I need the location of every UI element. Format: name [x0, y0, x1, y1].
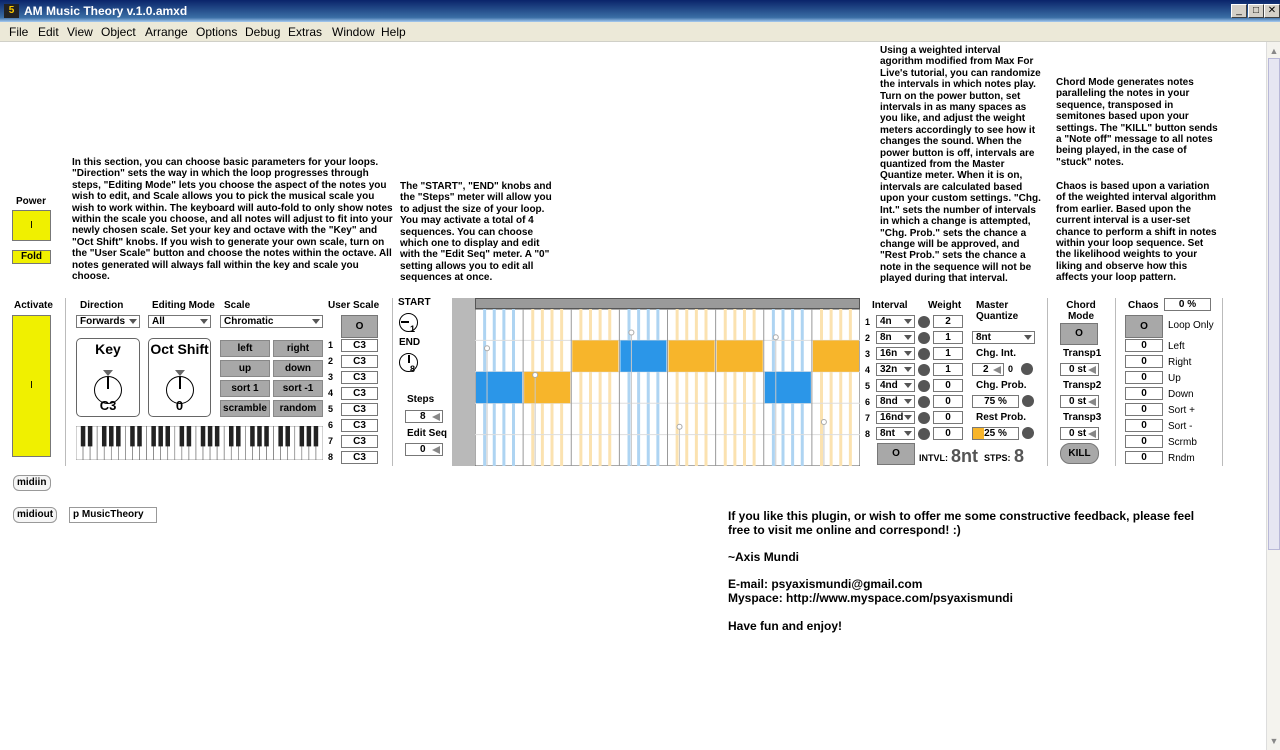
interval-active-indicator	[918, 396, 930, 408]
interval-value: 16n	[880, 348, 898, 359]
chaos-row-label: Sort -	[1168, 421, 1193, 432]
rest-prob-label: Rest Prob.	[976, 412, 1027, 423]
menu-object[interactable]: Object	[101, 25, 136, 39]
editing-mode-label: Editing Mode	[152, 300, 215, 311]
master-quantize-label: Master Quantize	[976, 300, 1019, 322]
interval-dropdown[interactable]	[876, 331, 915, 344]
menu-extras[interactable]: Extras	[288, 25, 323, 39]
weight-numbox[interactable]: 1	[933, 363, 963, 376]
black-key[interactable]	[250, 426, 255, 446]
interval-index: 3	[865, 349, 871, 359]
weight-label: Weight	[928, 300, 962, 311]
chg-prob-label: Chg. Prob.	[976, 380, 1027, 391]
user-scale-index: 2	[328, 356, 334, 366]
velocity-handle[interactable]	[821, 420, 826, 425]
stps-label: STPS:	[984, 453, 1011, 463]
step-guide-line	[705, 309, 708, 466]
menu-file[interactable]: File	[9, 25, 29, 39]
stps-readout: 8	[1014, 446, 1025, 466]
sort-1-button[interactable]: sort 1	[220, 380, 270, 397]
user-scale-label: User Scale	[328, 300, 380, 311]
interval-value: 8nt	[880, 428, 895, 439]
menu-view[interactable]: View	[67, 25, 93, 39]
separator	[1222, 298, 1223, 466]
velocity-handle[interactable]	[533, 372, 538, 377]
down-button[interactable]: down	[273, 360, 323, 377]
black-key[interactable]	[215, 426, 220, 446]
chaos-weight[interactable]: 0	[1125, 435, 1163, 448]
interval-value: 4n	[880, 316, 892, 327]
step-guide-line	[656, 309, 659, 466]
transp3-label: Transp3	[1063, 412, 1102, 423]
steps-value: 8	[420, 411, 426, 422]
step-note-block[interactable]	[572, 340, 618, 371]
chord-mode-toggle[interactable]: O	[1060, 323, 1098, 345]
black-key[interactable]	[307, 426, 312, 446]
power-label: Power	[16, 196, 47, 207]
fold-toggle[interactable]: Fold	[12, 250, 51, 264]
weight-numbox[interactable]: 2	[933, 315, 963, 328]
scale-value: Chromatic	[224, 316, 274, 327]
vertical-scrollbar[interactable]	[1266, 42, 1280, 750]
midiin-object[interactable]: midiin	[13, 475, 51, 491]
black-key[interactable]	[201, 426, 206, 446]
menu-help[interactable]: Help	[381, 25, 406, 39]
step-guide-line	[599, 309, 602, 466]
step-note-block[interactable]	[717, 340, 763, 371]
interval-label: Interval	[872, 300, 908, 311]
user-scale-index: 3	[328, 372, 334, 382]
start-knob[interactable]	[399, 313, 418, 332]
chaos-weight[interactable]: 0	[1125, 387, 1163, 400]
user-scale-index: 8	[328, 452, 334, 462]
black-key[interactable]	[180, 426, 185, 446]
start-value: 1	[410, 324, 416, 334]
weight-numbox[interactable]: 1	[933, 347, 963, 360]
key-label: Key	[95, 341, 121, 357]
interval-index: 5	[865, 381, 871, 391]
interval-active-indicator	[918, 348, 930, 360]
midiout-object[interactable]: midiout	[13, 507, 57, 523]
key-panel	[76, 338, 140, 417]
oct-shift-value: 0	[175, 398, 184, 413]
user-scale-index: 6	[328, 420, 334, 430]
step-guide-line	[685, 309, 688, 466]
step-guide-line	[589, 309, 592, 466]
key-value: C3	[99, 398, 117, 413]
step-guide-line	[676, 309, 679, 466]
separator	[392, 298, 393, 466]
transp2-value: 0 st	[1069, 396, 1087, 407]
step-note-block[interactable]	[620, 340, 666, 371]
user-scale-note[interactable]: C3	[341, 403, 378, 416]
step-note-block[interactable]	[669, 340, 715, 371]
interval-active-indicator	[918, 380, 930, 392]
rest-prob-value: 25 %	[984, 428, 1007, 439]
intvl-label: INTVL:	[919, 453, 948, 463]
chevron-down-icon	[904, 335, 912, 340]
random-button[interactable]: random	[273, 400, 323, 417]
step-note-block[interactable]	[524, 372, 570, 403]
chaos-help-text: Chaos is based upon a variation of the weighted interval algorithm from earlier. Based upon the current interval is a user-set chance to perform a shift in notes within your loop sequence. Set the likelihood weights to your liking and observe how this affects your loop pattern.	[1056, 181, 1217, 284]
interval-active-indicator	[918, 412, 930, 424]
loop-only-label: Loop Only	[1168, 320, 1214, 331]
black-key[interactable]	[116, 426, 121, 446]
black-key[interactable]	[158, 426, 163, 446]
transp3-numbox[interactable]	[1060, 427, 1099, 440]
step-sequencer-grid[interactable]	[475, 309, 860, 466]
step-guide-line	[830, 309, 833, 466]
loop-range-bar[interactable]	[475, 298, 860, 309]
chevron-down-icon	[904, 367, 912, 372]
interval-dropdown[interactable]	[876, 411, 915, 424]
interval-index: 2	[865, 333, 871, 343]
end-knob[interactable]	[399, 353, 418, 372]
interval-index: 8	[865, 429, 871, 439]
step-guide-line	[579, 309, 582, 466]
chaos-row-label: Sort +	[1168, 405, 1195, 416]
step-note-block[interactable]	[476, 372, 522, 403]
section1-help-text: In this section, you can choose basic parameters for your loops. "Direction" sets the way in which the loop progresses through steps, "Editing Mode" lets you choose the aspect of the notes you wish to edit, and Scale allows you to pick the musical scale you wish to work within. The keyboard will auto-fold to only show notes within the scale you choose, and all notes will adjust to fit into your newly chosen scale. Set your key and octave with the "Key" and "Oct Shift" knobs. If you wish to generate your own scale, turn on the "User Scale" button and choose the notes within the octave. All notes generated will always fall within the key and scale you choose.	[72, 157, 393, 283]
right-button[interactable]: right	[273, 340, 323, 357]
separator	[65, 298, 66, 466]
transp1-numbox[interactable]	[1060, 363, 1099, 376]
triangle-icon	[1088, 398, 1096, 406]
user-scale-index: 1	[328, 340, 334, 350]
step-guide-line	[724, 309, 727, 466]
chaos-row-label: Up	[1168, 373, 1181, 384]
edit-seq-value: 0	[420, 444, 426, 455]
chaos-amount[interactable]: 0 %	[1164, 298, 1211, 311]
user-scale-toggle[interactable]: O	[341, 315, 378, 338]
chg-int-value: 2	[983, 364, 989, 375]
black-key[interactable]	[264, 426, 269, 446]
rest-prob-indicator	[1022, 427, 1034, 439]
chg-int-numbox[interactable]	[972, 363, 1004, 376]
user-scale-note[interactable]: C3	[341, 435, 378, 448]
email-text: E-mail: psyaxismundi@gmail.com	[728, 577, 923, 591]
direction-label: Direction	[80, 300, 124, 311]
triangle-icon	[1088, 430, 1096, 438]
chaos-row-label: Right	[1168, 357, 1192, 368]
interval-power-toggle[interactable]: O	[877, 443, 915, 465]
velocity-handle[interactable]	[629, 330, 634, 335]
chaos-row-label: Left	[1168, 341, 1185, 352]
chevron-down-icon	[904, 319, 912, 324]
section3-help-text: Using a weighted interval agorithm modified from Max For Live's tutorial, you can randomize the intervals in which notes play. Turn on the power button, set intervals in as many spaces as you like, and adjust the weight meters accordingly to see how it changes the sound. When the power button is off, intervals are quantized from the Master Quantize meter. When it is on, intervals are calculated based upon your custom settings. "Chg. Int." sets the number of intervals in which a change is attempted, "Chg. Prob." sets the chance a change will be approved, and "Rest Prob." sets the chance a note in the sequence will not be played during that interval.	[880, 45, 1041, 285]
chaos-row-label: Down	[1168, 389, 1194, 400]
black-key[interactable]	[109, 426, 114, 446]
black-key[interactable]	[278, 426, 283, 446]
chaos-label: Chaos	[1128, 300, 1159, 311]
black-key[interactable]	[81, 426, 86, 446]
black-key[interactable]	[229, 426, 234, 446]
interval-dropdown[interactable]	[876, 363, 915, 376]
step-guide-line	[647, 309, 650, 466]
user-scale-index: 7	[328, 436, 334, 446]
menu-options[interactable]: Options	[196, 25, 238, 39]
chg-int-label: Chg. Int.	[976, 348, 1016, 359]
up-button[interactable]: up	[220, 360, 270, 377]
interval-value: 8n	[880, 332, 892, 343]
steps-numbox[interactable]	[405, 410, 443, 423]
black-key[interactable]	[314, 426, 319, 446]
interval-active-indicator	[918, 332, 930, 344]
chord-help-text: Chord Mode generates notes paralleling the notes in your sequence, transposed in semitones based upon your settings. The "KILL" button sends a "Note off" message to all notes being played, in the case of "stuck" notes.	[1056, 77, 1218, 168]
black-key[interactable]	[137, 426, 142, 446]
user-scale-note[interactable]: C3	[341, 451, 378, 464]
kill-button[interactable]: KILL	[1060, 443, 1099, 464]
section2-help-text: The "START", "END" knobs and the "Steps" meter will allow you to adjust the size of your loop. You may activate a total of 4 sequences. You can choose which one to display and edit with the "Edit Seq" meter. A "0" setting allows you to edit all sequences at once.	[400, 181, 552, 284]
activate-label: Activate	[14, 300, 53, 311]
chaos-weight[interactable]: 0	[1125, 403, 1163, 416]
loop-only-toggle[interactable]: O	[1125, 315, 1163, 338]
enjoy-text: Have fun and enjoy!	[728, 619, 843, 633]
user-scale-note[interactable]: C3	[341, 339, 378, 352]
interval-index: 7	[865, 413, 871, 423]
step-guide-line	[743, 309, 746, 466]
triangle-icon	[432, 446, 440, 454]
weight-numbox[interactable]: 1	[933, 331, 963, 344]
triangle-icon	[993, 366, 1001, 374]
edit-seq-numbox[interactable]	[405, 443, 443, 456]
black-key[interactable]	[208, 426, 213, 446]
window-title: AM Music Theory v.1.0.amxd	[24, 4, 188, 18]
black-key[interactable]	[285, 426, 290, 446]
chaos-weight[interactable]: 0	[1125, 419, 1163, 432]
interval-value: 16nd	[880, 412, 904, 423]
rest-prob-slider[interactable]	[972, 427, 1019, 440]
sequencer-side-bar	[452, 298, 475, 466]
app-icon: 5	[4, 4, 19, 18]
direction-value: Forwards	[80, 316, 126, 327]
chaos-row-label: Scrmb	[1168, 437, 1197, 448]
interval-value: 8nd	[880, 396, 898, 407]
step-guide-line	[608, 309, 611, 466]
feedback-text: If you like this plugin, or wish to offer me some constructive feedback, please feel free to visit me online and correspond! :)	[728, 509, 1195, 537]
end-value: 8	[410, 364, 416, 374]
chaos-weight[interactable]: 0	[1125, 355, 1163, 368]
user-scale-index: 4	[328, 388, 334, 398]
chevron-down-icon	[904, 415, 912, 420]
step-guide-line	[695, 309, 698, 466]
weight-numbox[interactable]: 0	[933, 395, 963, 408]
interval-value: 4nd	[880, 380, 898, 391]
black-key[interactable]	[257, 426, 262, 446]
chg-prob-numbox[interactable]: 75 %	[972, 395, 1019, 408]
step-guide-line	[733, 309, 736, 466]
interval-index: 4	[865, 365, 871, 375]
black-key[interactable]	[300, 426, 305, 446]
user-scale-note[interactable]: C3	[341, 355, 378, 368]
step-guide-line	[849, 309, 852, 466]
title-bar	[0, 0, 1280, 22]
minimize-button[interactable]: _	[1231, 4, 1247, 18]
triangle-icon	[432, 413, 440, 421]
master-quantize-dropdown[interactable]	[972, 331, 1035, 344]
black-key[interactable]	[236, 426, 241, 446]
step-guide-line	[839, 309, 842, 466]
black-key[interactable]	[88, 426, 93, 446]
velocity-handle[interactable]	[773, 335, 778, 340]
black-key[interactable]	[102, 426, 107, 446]
myspace-link[interactable]: Myspace: http://www.myspace.com/psyaxismundi	[728, 591, 1013, 605]
interval-index: 6	[865, 397, 871, 407]
menu-window[interactable]: Window	[332, 25, 375, 39]
weight-numbox[interactable]: 0	[933, 427, 963, 440]
menu-bar	[0, 22, 1280, 42]
interval-dropdown[interactable]	[876, 315, 915, 328]
sort-minus-1-button[interactable]: sort -1	[273, 380, 323, 397]
interval-dropdown[interactable]	[876, 379, 915, 392]
separator	[1115, 298, 1116, 466]
chaos-row-label: Rndm	[1168, 453, 1195, 464]
maximize-button[interactable]: □	[1248, 4, 1264, 18]
chord-mode-label: Chord Mode	[1066, 300, 1096, 322]
velocity-handle[interactable]	[485, 346, 490, 351]
step-guide-line	[820, 309, 823, 466]
chevron-down-icon	[1024, 335, 1032, 340]
menu-arrange[interactable]: Arrange	[145, 25, 188, 39]
separator	[1047, 298, 1048, 466]
black-key[interactable]	[165, 426, 170, 446]
chg-prob-indicator	[1022, 395, 1034, 407]
chevron-down-icon	[904, 351, 912, 356]
piano-keyboard[interactable]	[76, 426, 323, 460]
chg-int-indicator	[1021, 363, 1033, 375]
scramble-button[interactable]: scramble	[220, 400, 270, 417]
oct-shift-label: Oct Shift	[150, 341, 209, 357]
intvl-readout: 8nt	[951, 446, 978, 466]
oct-shift-panel	[148, 338, 211, 417]
black-key[interactable]	[187, 426, 192, 446]
transp2-label: Transp2	[1063, 380, 1102, 391]
transp2-numbox[interactable]	[1060, 395, 1099, 408]
chevron-down-icon	[904, 383, 912, 388]
chaos-weight[interactable]: 0	[1125, 339, 1163, 352]
step-guide-line	[753, 309, 756, 466]
step-note-block[interactable]	[765, 372, 811, 403]
scroll-down-icon[interactable]: ▼	[1269, 736, 1279, 746]
interval-active-indicator	[918, 364, 930, 376]
interval-active-indicator	[918, 316, 930, 328]
interval-dropdown[interactable]	[876, 395, 915, 408]
chevron-down-icon	[312, 319, 320, 324]
transp1-value: 0 st	[1069, 364, 1087, 375]
interval-dropdown[interactable]	[876, 347, 915, 360]
transp1-label: Transp1	[1063, 348, 1102, 359]
menu-edit[interactable]: Edit	[38, 25, 59, 39]
activate-toggle[interactable]: I	[12, 315, 51, 457]
scale-dropdown[interactable]	[220, 315, 323, 328]
end-label: END	[399, 337, 421, 348]
interval-dropdown[interactable]	[876, 427, 915, 440]
chevron-down-icon	[904, 399, 912, 404]
chevron-down-icon	[904, 431, 912, 436]
triangle-icon	[1088, 366, 1096, 374]
user-scale-note[interactable]: C3	[341, 371, 378, 384]
weight-numbox[interactable]: 0	[933, 379, 963, 392]
signature-text: ~Axis Mundi	[728, 550, 800, 564]
transp3-value: 0 st	[1069, 428, 1087, 439]
steps-label: Steps	[407, 394, 435, 405]
chg-int-count: 0	[1008, 364, 1014, 374]
editing-mode-dropdown[interactable]	[148, 315, 211, 328]
menu-debug[interactable]: Debug	[245, 25, 281, 39]
step-guide-line	[637, 309, 640, 466]
close-button[interactable]: ✕	[1264, 4, 1280, 18]
chaos-weight[interactable]: 0	[1125, 451, 1163, 464]
user-scale-note[interactable]: C3	[341, 419, 378, 432]
direction-dropdown[interactable]	[76, 315, 140, 328]
black-key[interactable]	[151, 426, 156, 446]
scroll-thumb[interactable]	[1268, 58, 1280, 550]
black-key[interactable]	[130, 426, 135, 446]
edit-seq-label: Edit Seq	[407, 428, 448, 439]
chaos-weight[interactable]: 0	[1125, 371, 1163, 384]
master-quantize-value: 8nt	[976, 332, 991, 343]
editing-mode-value: All	[152, 316, 165, 327]
interval-value: 32n	[880, 364, 898, 375]
weight-numbox[interactable]: 0	[933, 411, 963, 424]
chevron-down-icon	[200, 319, 208, 324]
user-scale-note[interactable]: C3	[341, 387, 378, 400]
velocity-handle[interactable]	[677, 424, 682, 429]
start-label: START	[398, 297, 431, 308]
left-button[interactable]: left	[220, 340, 270, 357]
user-scale-index: 5	[328, 404, 334, 414]
patcher-object[interactable]: p MusicTheory	[69, 507, 157, 523]
step-note-block[interactable]	[813, 340, 859, 371]
scale-label: Scale	[224, 300, 251, 311]
interval-index: 1	[865, 317, 871, 327]
power-toggle[interactable]: I	[12, 210, 51, 241]
scroll-up-icon[interactable]: ▲	[1269, 46, 1279, 56]
interval-active-indicator	[918, 428, 930, 440]
chevron-down-icon	[129, 319, 137, 324]
